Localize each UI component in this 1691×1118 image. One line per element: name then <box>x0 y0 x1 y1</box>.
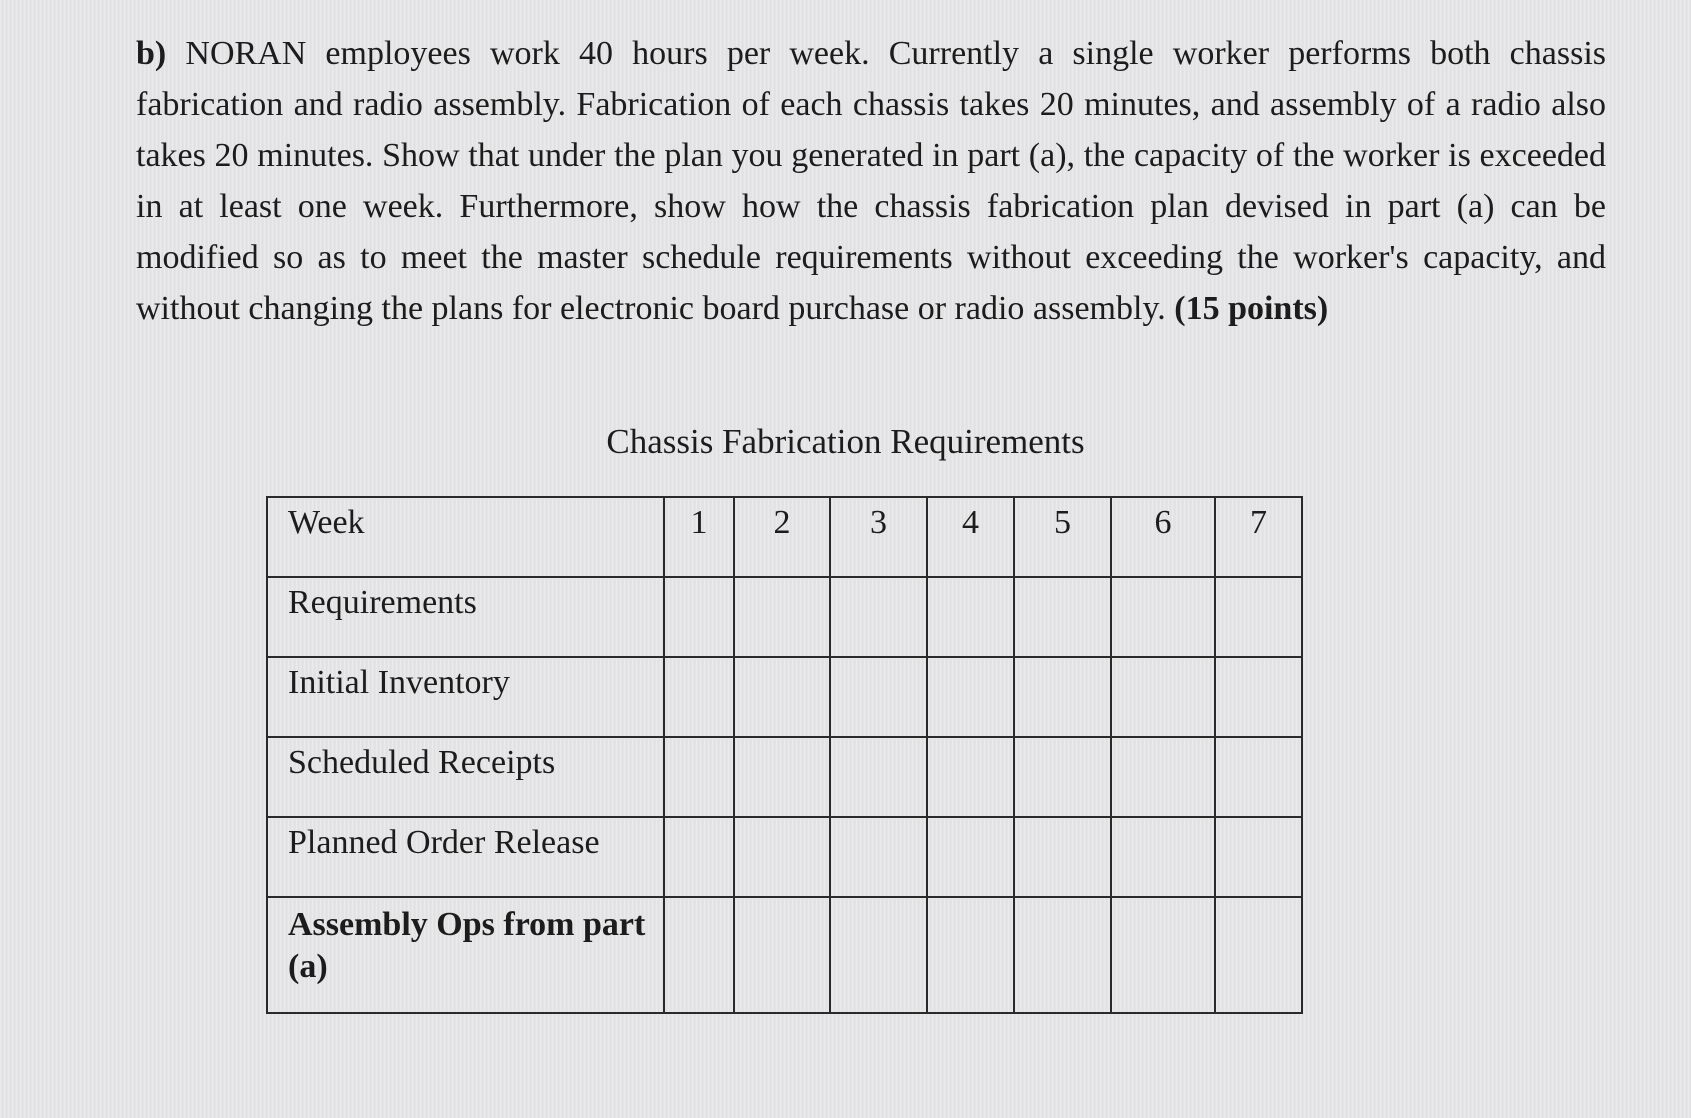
table-row-initial-inventory <box>267 657 1302 737</box>
week-header-3: 3 <box>830 497 927 577</box>
table-cell <box>664 897 734 1013</box>
table-cell <box>664 657 734 737</box>
question-body: NORAN employees work 40 hours per week. Currently a single worker performs both chassis fabrication and radio assembly. Fabrication of each chassis takes 20 minutes, and assembly of a radio also takes 20 minutes. Show that under the plan you generated in part (a), the capacity of the worker is exceeded in at least one week. Furthermore, show how the chassis fabrication plan devised in part (a) can be modified so as to meet the master schedule requirements without exceeding the worker's capacity, and without changing the plans for electronic board purchase or radio assembly. <box>136 35 1607 327</box>
table-cell <box>927 897 1014 1013</box>
table-cell <box>664 737 734 817</box>
table-row-requirements <box>267 577 1302 657</box>
table-row-planned-order-release <box>267 817 1302 897</box>
table-cell <box>830 577 927 657</box>
week-header-2: 2 <box>734 497 830 577</box>
table-cell <box>734 737 830 817</box>
week-header-5: 5 <box>1014 497 1111 577</box>
table-cell <box>664 817 734 897</box>
week-header-6: 6 <box>1111 497 1215 577</box>
table-cell <box>830 737 927 817</box>
row-label-initial-inventory: Initial Inventory <box>267 657 664 737</box>
week-header-1: 1 <box>664 497 734 577</box>
table-cell <box>927 737 1014 817</box>
table-cell <box>1111 897 1215 1013</box>
table-cell <box>1111 657 1215 737</box>
table-cell <box>1215 657 1302 737</box>
table-row-assembly-ops <box>267 897 1302 1013</box>
table-cell <box>1014 657 1111 737</box>
table-cell <box>734 577 830 657</box>
question-text <box>136 28 1606 334</box>
table-cell <box>927 817 1014 897</box>
row-label-planned-order-release: Planned Order Release <box>267 817 664 897</box>
table-cell <box>927 577 1014 657</box>
table-cell <box>734 657 830 737</box>
table-cell <box>734 817 830 897</box>
table-cell <box>734 897 830 1013</box>
week-header-4: 4 <box>927 497 1014 577</box>
chassis-fabrication-table <box>266 496 1303 1014</box>
table-header-row <box>267 497 1302 577</box>
table-cell <box>1014 897 1111 1013</box>
week-header-7: 7 <box>1215 497 1302 577</box>
table-cell <box>1111 577 1215 657</box>
row-label-requirements: Requirements <box>267 577 664 657</box>
table-cell <box>1111 737 1215 817</box>
row-label-scheduled-receipts: Scheduled Receipts <box>267 737 664 817</box>
table-cell <box>1215 577 1302 657</box>
table-cell <box>830 657 927 737</box>
table-cell <box>1215 817 1302 897</box>
table-cell <box>1111 817 1215 897</box>
table-cell <box>830 897 927 1013</box>
table-cell <box>664 577 734 657</box>
table-cell <box>1215 897 1302 1013</box>
row-label-assembly-ops: Assembly Ops from part (a) <box>267 897 664 1013</box>
table-cell <box>1014 737 1111 817</box>
table-cell <box>830 817 927 897</box>
table-row-scheduled-receipts <box>267 737 1302 817</box>
table-cell <box>1014 817 1111 897</box>
table-cell <box>1014 577 1111 657</box>
question-points: (15 points) <box>1174 290 1329 327</box>
table-cell <box>1215 737 1302 817</box>
table-cell <box>927 657 1014 737</box>
table-title: Chassis Fabrication Requirements <box>606 422 1085 461</box>
question-label: b) <box>136 35 167 72</box>
week-header-label: Week <box>267 497 664 577</box>
